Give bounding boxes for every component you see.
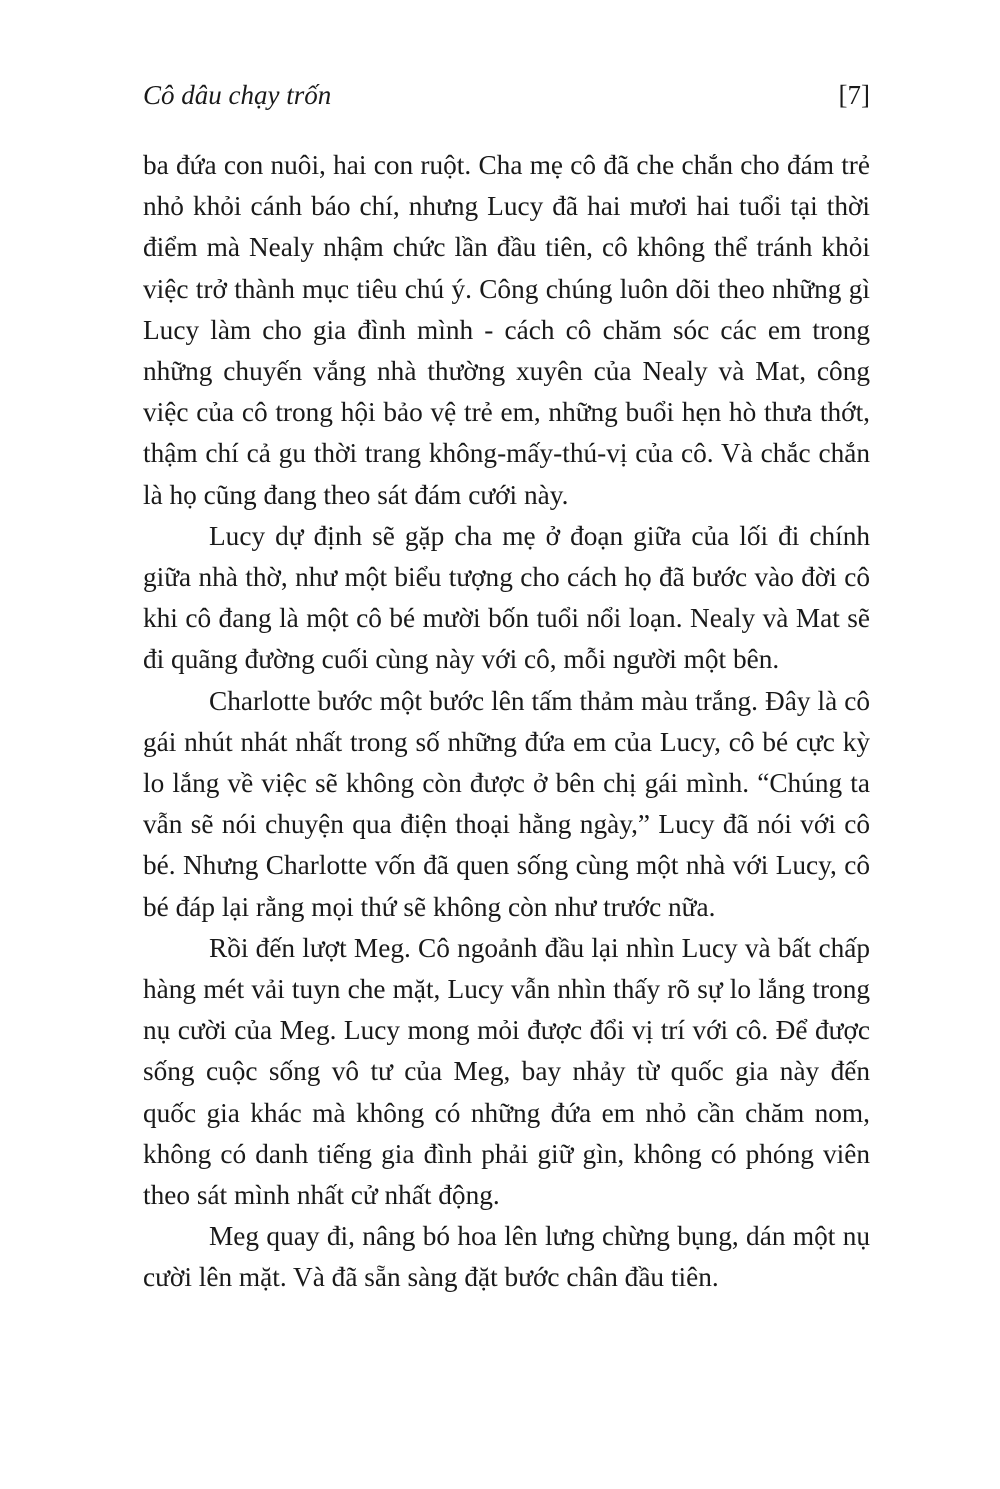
body-text bbox=[143, 145, 870, 1299]
paragraph: Lucy dự định sẽ gặp cha mẹ ở đoạn giữa của lối đi chính giữa nhà thờ, như một biểu tượng cho cách họ đã bước vào đời cô khi cô đang là một cô bé mười bốn tuổi nổi loạn. Nealy và Mat sẽ đi quãng đường cuối cùng này với cô, mỗi người một bên. bbox=[143, 520, 870, 675]
paragraph: Meg quay đi, nâng bó hoa lên lưng chừng bụng, dán một nụ cười lên mặt. Và đã sẵn sàng đặt bước chân đầu tiên. bbox=[143, 1221, 870, 1293]
running-header bbox=[143, 80, 870, 120]
paragraph: Charlotte bước một bước lên tấm thảm màu trắng. Đây là cô gái nhút nhát nhất trong số những đứa em của Lucy, cô bé cực kỳ lo lắng về việc sẽ không còn được ở bên chị gái mình. “Chúng ta vẫn sẽ nói chuyện qua điện thoại hằng ngày,” Lucy đã nói với cô bé. Nhưng Charlotte vốn đã quen sống cùng một nhà với Lucy, cô bé đáp lại rằng mọi thứ sẽ không còn như trước nữa. bbox=[143, 685, 870, 922]
paragraph: ba đứa con nuôi, hai con ruột. Cha mẹ cô đã che chắn cho đám trẻ nhỏ khỏi cánh báo chí, nhưng Lucy đã hai mươi hai tuổi tại thời điểm mà Nealy nhậm chức lần đầu tiên, cô không thể tránh khỏi việc trở thành mục tiêu chú ý. Công chúng luôn dõi theo những gì Lucy làm cho gia đình mình - cách cô chăm sóc các em trong những chuyến vắng nhà thường xuyên của Nealy và Mat, công việc của cô trong hội bảo vệ trẻ em, những buổi hẹn hò thưa thớt, thậm chí cả gu thời trang không-mấy-thú-vị của cô. Và chắc chắn là họ cũng đang theo sát đám cưới này. bbox=[143, 150, 870, 510]
paragraph: Rồi đến lượt Meg. Cô ngoảnh đầu lại nhìn Lucy và bất chấp hàng mét vải tuyn che mặt, Lucy vẫn nhìn thấy rõ sự lo lắng trong nụ cười của Meg. Lucy mong mỏi được đổi vị trí với cô. Để được sống cuộc sống vô tư của Meg, bay nhảy từ quốc gia này đến quốc gia khác mà không có những đứa em nhỏ cần chăm nom, không có danh tiếng gia đình phải giữ gìn, không có phóng viên theo sát mình nhất cử nhất động. bbox=[143, 932, 870, 1211]
chapter-title: Cô dâu chạy trốn bbox=[143, 80, 332, 110]
page-number: [7] bbox=[838, 80, 870, 110]
